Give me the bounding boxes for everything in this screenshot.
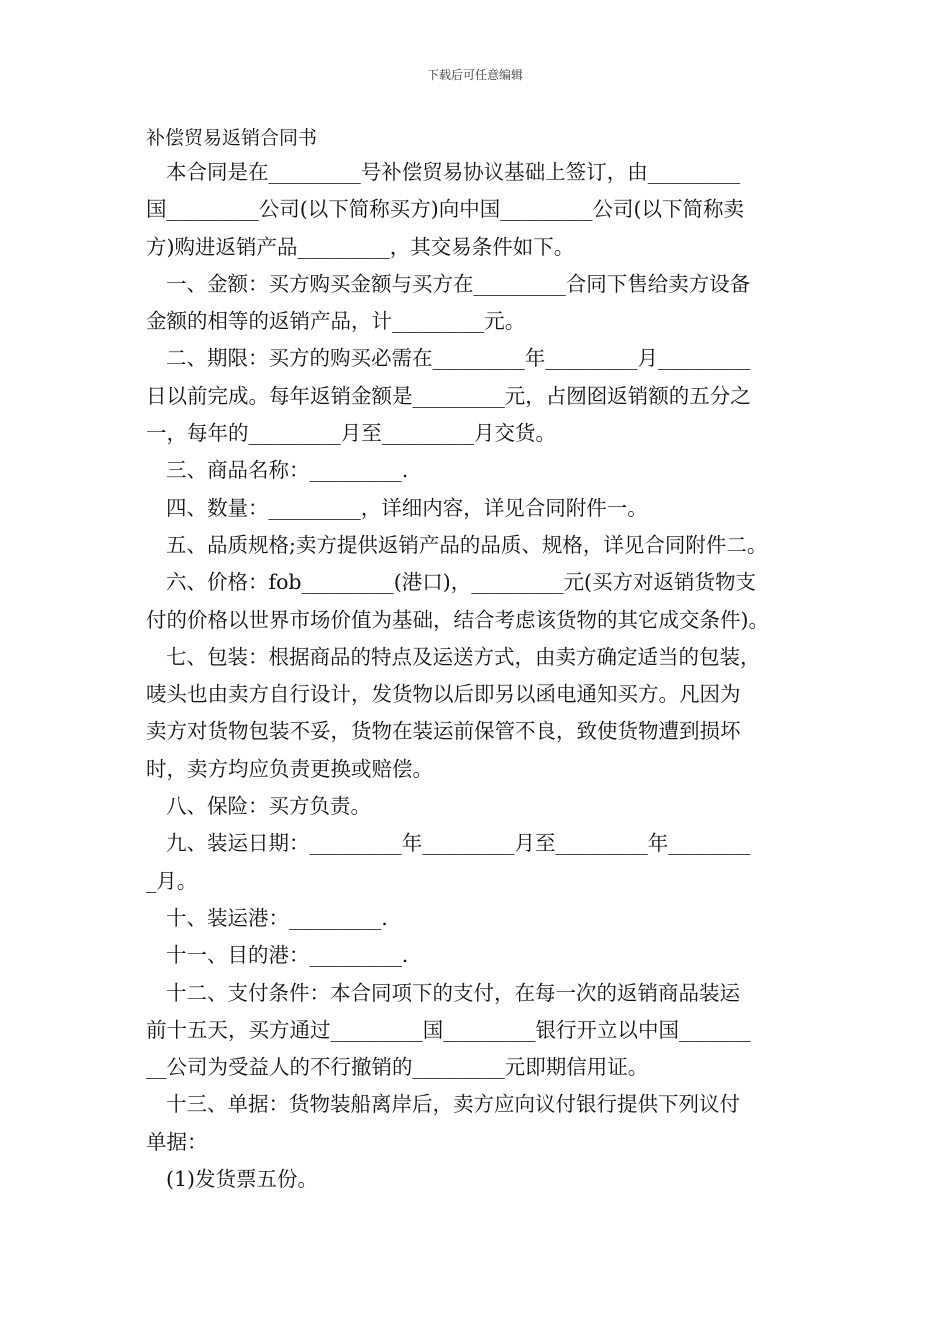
body-line: 日以前完成。每年返销金额是_________元，占囫囵返销额的五分之 (146, 383, 751, 408)
body-line: 十三、单据：货物装船离岸后，卖方应向议付银行提供下列议付 (166, 1092, 740, 1117)
body-line: 七、包装：根据商品的特点及运送方式，由卖方确定适当的包装， (166, 644, 761, 669)
body-line: 金额的相等的返销产品，计_________元。 (146, 309, 526, 334)
body-line: 一、金额：买方购买金额与买方在_________合同下售给卖方设备 (166, 271, 751, 296)
body-line: 十一、目的港：_________. (166, 943, 409, 968)
body-line: 二、期限：买方的购买必需在_________年_________月_________ (166, 346, 751, 371)
page-header: 下载后可任意编辑 (426, 68, 523, 82)
body-line: 时，卖方均应负责更换或赔偿。 (146, 756, 433, 781)
body-line: 一，每年的_________月至_________月交货。 (146, 421, 556, 446)
body-line: 前十五天，买方通过_________国_________银行开立以中国_______ (146, 1017, 751, 1042)
body-line: 方)购进返销产品_________，其交易条件如下。 (146, 234, 575, 259)
body-line: 九、装运日期：_________年_________月至_________年________ (166, 831, 751, 856)
body-line: __公司为受益人的不行撤销的_________元即期信用证。 (146, 1055, 649, 1080)
body-line: 八、保险：买方负责。 (166, 794, 371, 819)
body-line: 六、价格：fob_________(港口)，_________元(买方对返销货物支 (166, 570, 757, 595)
body-line: 四、数量：_________，详细内容，详见合同附件一。 (166, 495, 648, 520)
body-line: 五、品质规格;卖方提供返销产品的品质、规格，详见合同附件二。 (166, 532, 768, 557)
body-line: 卖方对货物包装不妥，货物在装运前保管不良，致使货物遭到损坏 (146, 719, 741, 744)
body-line: 付的价格以世界市场价值为基础，结合考虑该货物的其它成交条件)。 (146, 607, 769, 632)
body-line: 国_________公司(以下简称买方)向中国_________公司(以下简称卖 (146, 197, 744, 222)
body-line: _月。 (146, 868, 198, 893)
body-line: 本合同是在_________号补偿贸易协议基础上签订，由_________ (166, 160, 740, 184)
body-line: 十二、支付条件：本合同项下的支付，在每一次的返销商品装运 (166, 980, 740, 1005)
document-title: 补偿贸易返销合同书 (146, 127, 318, 149)
body-line: 十、装运港：_________. (166, 905, 388, 930)
body-line: 三、商品名称：_________. (166, 458, 409, 483)
body-line: 唛头也由卖方自行设计，发货物以后即另以函电通知买方。凡因为 (146, 682, 741, 707)
body-line: 单据： (146, 1129, 208, 1154)
document-body (146, 154, 810, 1198)
body-line: (1)发货票五份。 (166, 1167, 319, 1192)
